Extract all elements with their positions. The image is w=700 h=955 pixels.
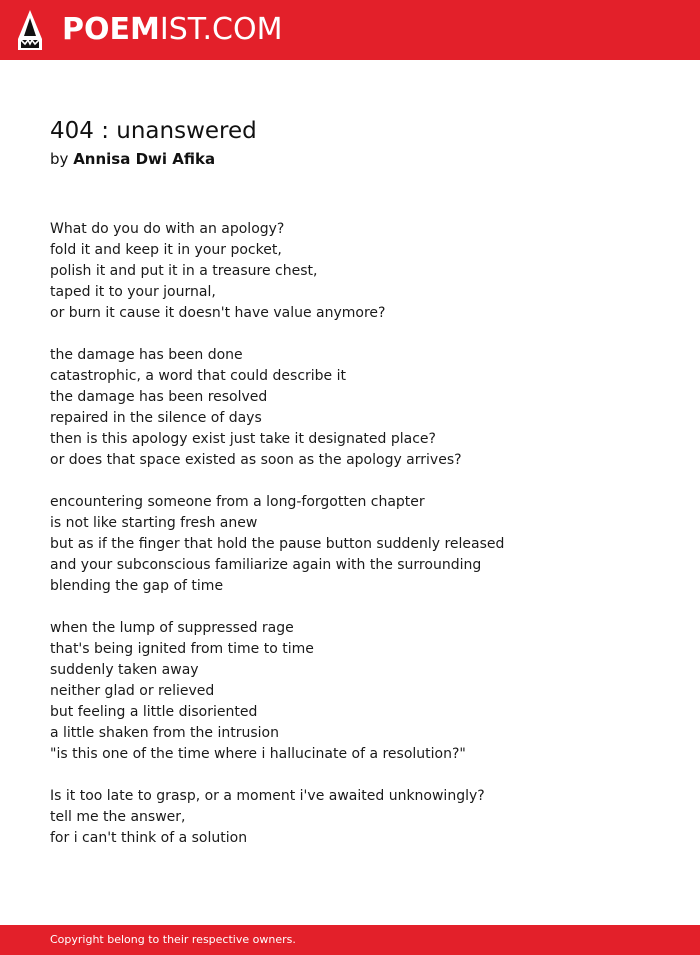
logo-light-text: IST.COM: [159, 12, 283, 47]
by-label: by: [50, 150, 69, 168]
author-name: Annisa Dwi Afika: [73, 150, 216, 168]
poem-line: for i can't think of a solution: [50, 830, 248, 846]
stanza: [50, 618, 670, 765]
copyright-text: Copyright belong to their respective owners.: [50, 933, 296, 946]
poem-title: 404 : unanswered: [50, 118, 257, 144]
poem-line: Is it too late to grasp, or a moment i've awaited unknowingly?: [50, 788, 485, 804]
poem-line: What do you do with an apology?: [50, 221, 285, 237]
poem-line: the damage has been done: [50, 347, 243, 363]
poem-line: fold it and keep it in your pocket,: [50, 242, 282, 258]
poem-line: tell me the answer,: [50, 809, 186, 825]
poem-line: when the lump of suppressed rage: [50, 620, 294, 636]
poem-line: but feeling a little disoriented: [50, 704, 258, 720]
poem-line: that's being ignited from time to time: [50, 641, 314, 657]
poem-line: catastrophic, a word that could describe it: [50, 368, 346, 384]
site-logo[interactable]: [62, 12, 282, 48]
poem-line: neither glad or relieved: [50, 683, 215, 699]
poem-line: is not like starting fresh anew: [50, 515, 258, 531]
poem-line: encountering someone from a long-forgotten chapter: [50, 494, 425, 510]
site-header: [0, 0, 700, 60]
stanza: [50, 219, 670, 324]
poem-byline: [50, 148, 215, 170]
site-footer: [0, 925, 700, 955]
pencil-icon[interactable]: [17, 9, 43, 51]
poem-line: taped it to your journal,: [50, 284, 216, 300]
poem-line: repaired in the silence of days: [50, 410, 262, 426]
logo-bold-text: POEM: [62, 12, 160, 47]
stanza: [50, 492, 670, 597]
poem-line: suddenly taken away: [50, 662, 199, 678]
poem-body: [50, 219, 670, 870]
poem-line: but as if the finger that hold the pause button suddenly released: [50, 536, 505, 552]
poem-line: polish it and put it in a treasure chest,: [50, 263, 318, 279]
poem-line: or does that space existed as soon as the apology arrives?: [50, 452, 462, 468]
poem-line: or burn it cause it doesn't have value anymore?: [50, 305, 386, 321]
poem-line: then is this apology exist just take it designated place?: [50, 431, 436, 447]
poem-line: a little shaken from the intrusion: [50, 725, 279, 741]
stanza: [50, 345, 670, 471]
poem-line: and your subconscious familiarize again with the surrounding: [50, 557, 482, 573]
stanza: [50, 786, 670, 849]
poem-line: the damage has been resolved: [50, 389, 268, 405]
poem-line: blending the gap of time: [50, 578, 224, 594]
poem-line: "is this one of the time where i hallucinate of a resolution?": [50, 746, 466, 762]
